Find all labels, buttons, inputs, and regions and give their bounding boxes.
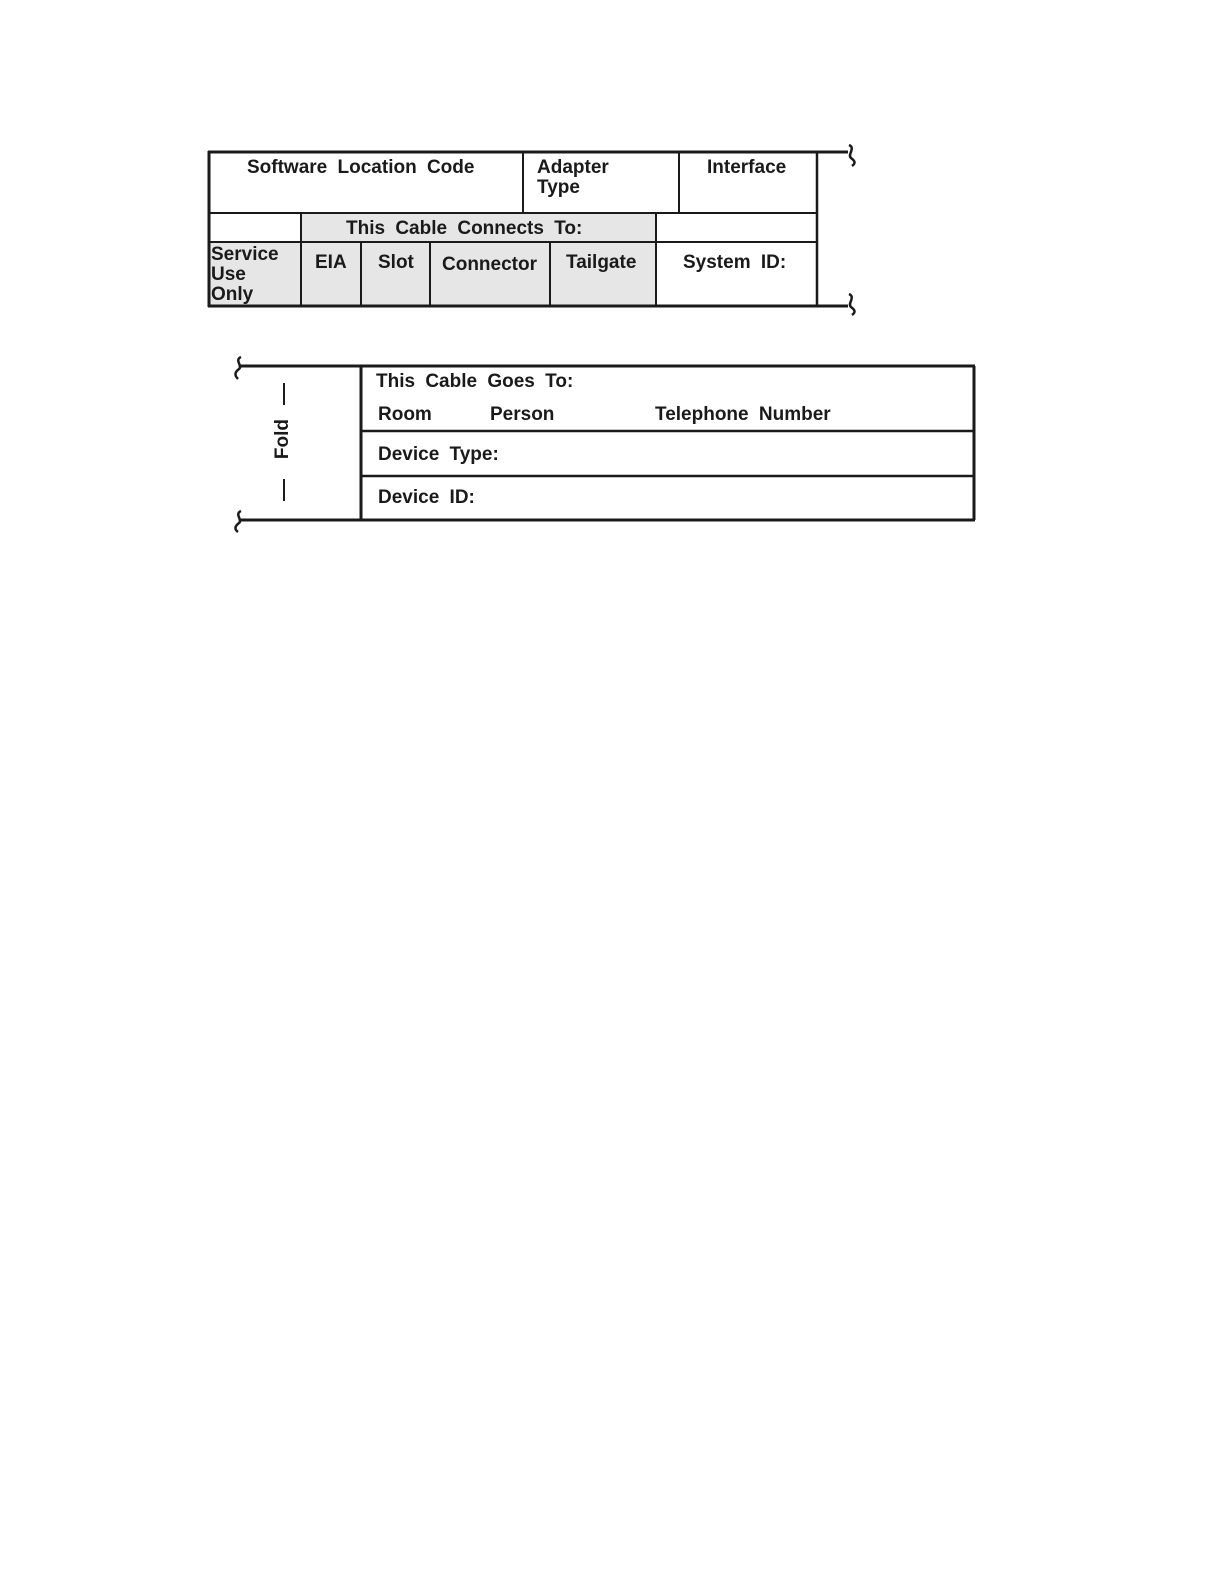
fold-marker [272, 408, 294, 470]
fold-label: Fold [272, 418, 293, 460]
device-type-label: Device Type: [378, 444, 499, 465]
break-mark-bottom-label-bottom [235, 511, 241, 532]
break-mark-bottom-right [849, 294, 855, 315]
interface-label: Interface [707, 157, 787, 178]
room-label: Room [378, 404, 432, 425]
device-id-label: Device ID: [378, 487, 475, 508]
service-use-only-line2: Use [211, 264, 246, 285]
adapter-type-label-line1: Adapter [537, 157, 609, 178]
break-mark-top-right [849, 145, 855, 166]
connector-label: Connector [442, 254, 537, 275]
slot-label: Slot [378, 252, 414, 273]
eia-label: EIA [315, 252, 347, 273]
system-id-label: System ID: [683, 252, 787, 273]
this-cable-connects-to-label: This Cable Connects To: [346, 218, 583, 239]
tailgate-label: Tailgate [566, 252, 637, 273]
service-use-only-line3: Only [211, 284, 254, 305]
telephone-number-label: Telephone Number [655, 404, 831, 425]
software-location-code-label: Software Location Code [247, 157, 475, 178]
person-label: Person [490, 404, 555, 425]
this-cable-goes-to-label: This Cable Goes To: [376, 371, 574, 392]
service-use-only-line1: Service [211, 244, 279, 265]
adapter-type-label-line2: Type [537, 177, 580, 198]
break-mark-bottom-label-top [235, 357, 241, 379]
